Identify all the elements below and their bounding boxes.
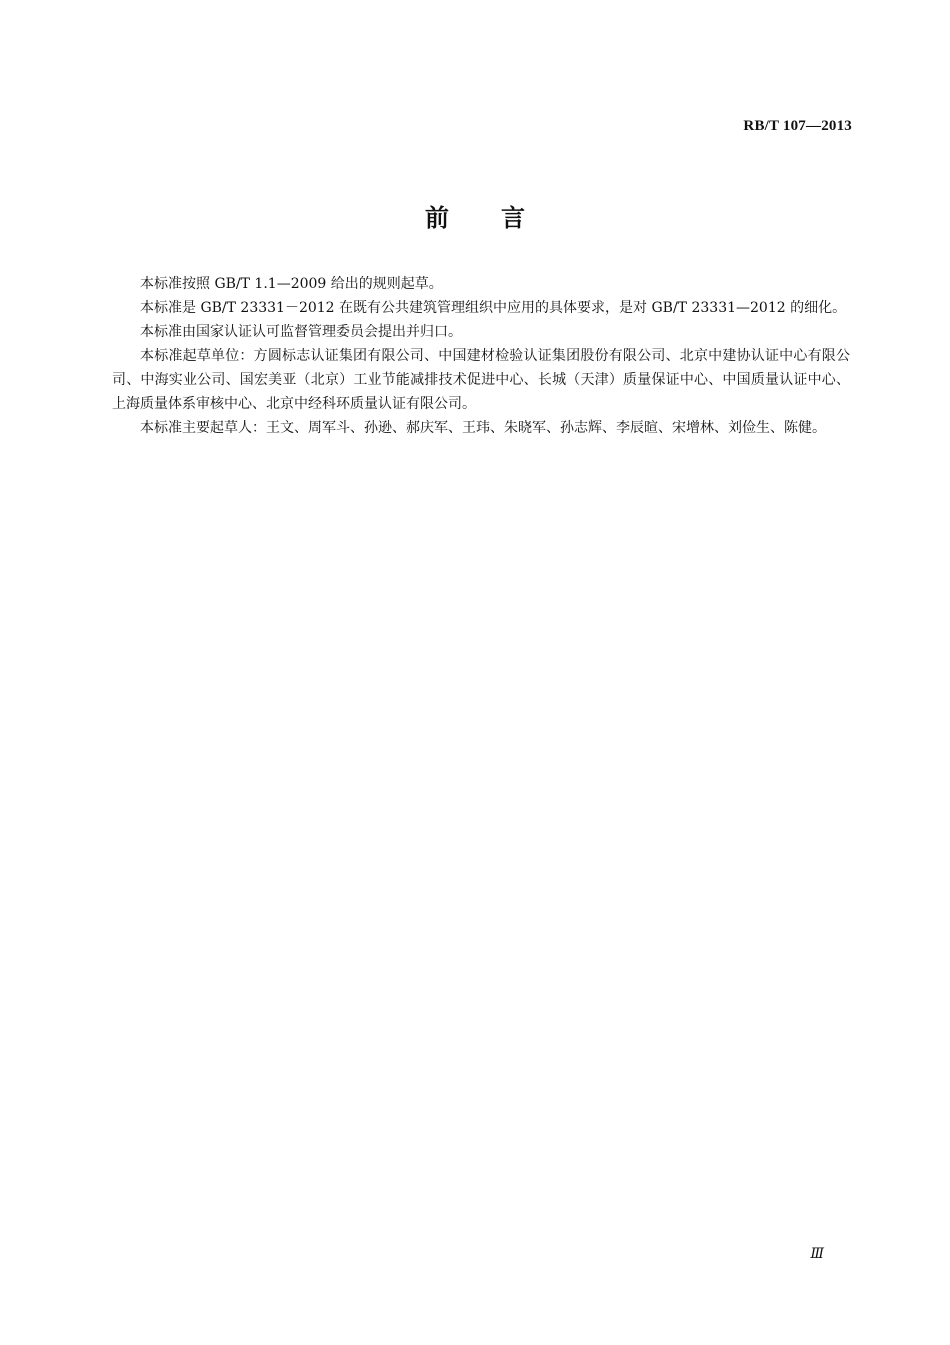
page-number: Ⅲ: [810, 1247, 824, 1262]
standard-code: RB/T 107—2013: [743, 118, 852, 134]
paragraph-drafters: 本标准主要起草人：王文、周军斗、孙逊、郝庆军、王玮、朱晓军、孙志辉、李辰暄、宋增林、刘俭生、陈健。: [140, 420, 826, 436]
page-title: 前言: [425, 204, 577, 232]
paragraph-relationship: 本标准是 GB/T 23331－2012 在既有公共建筑管理组织中应用的具体要求，是对 GB/T 23331—2012 的细化。: [140, 300, 847, 316]
paragraph-drafting-rules: 本标准按照 GB/T 1.1—2009 给出的规则起草。: [140, 276, 443, 292]
foreword-body: [112, 272, 850, 440]
paragraph-proposer: 本标准由国家认证认可监督管理委员会提出并归口。: [140, 324, 462, 340]
paragraph-drafting-units: 本标准起草单位：方圆标志认证集团有限公司、中国建材检验认证集团股份有限公司、北京中建协认证中心有限公司、中海实业公司、国宏美亚（北京）工业节能减排技术促进中心、长城（天津）质量保证中心、中国质量认证中心、上海质量体系审核中心、北京中经科环质量认证有限公司。: [112, 348, 850, 412]
